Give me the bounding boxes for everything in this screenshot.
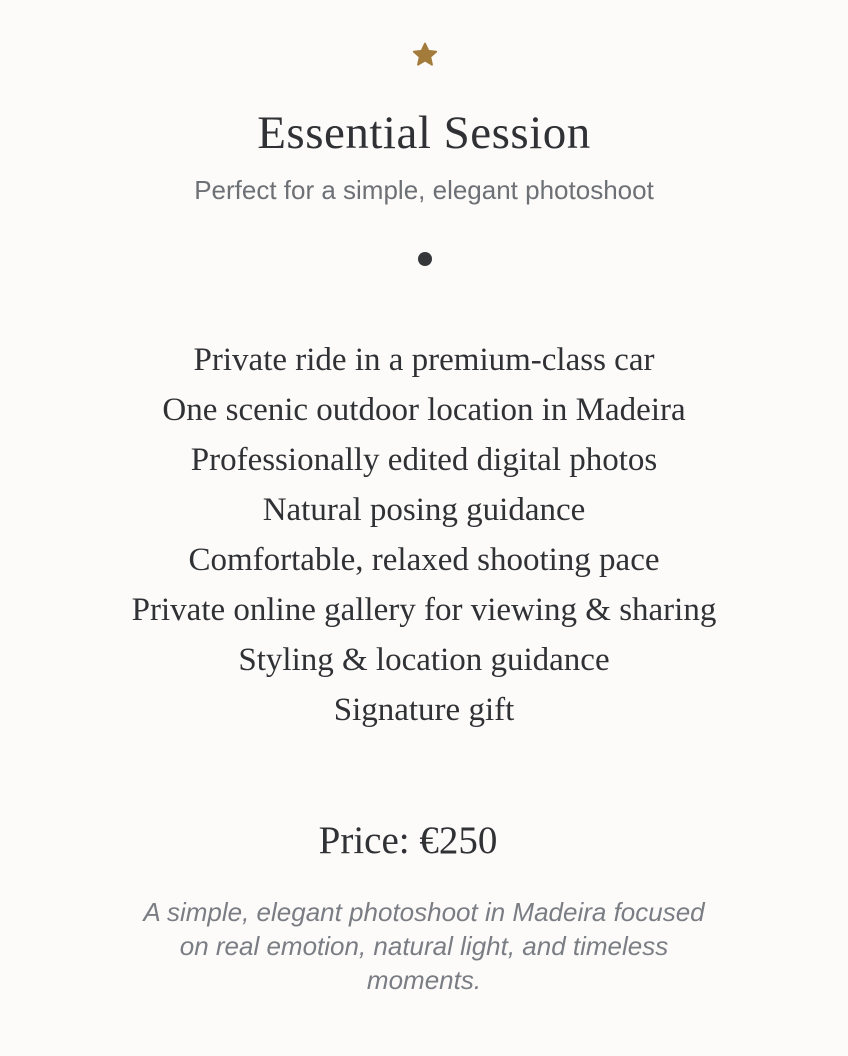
package-tagline: A simple, elegant photoshoot in Madeira focused on real emotion, natural light, and timeless moments. — [143, 897, 705, 995]
feature-item: Signature gift — [333, 692, 515, 728]
feature-item: Comfortable, relaxed shooting pace — [188, 542, 660, 578]
feature-item: One scenic outdoor location in Madeira — [162, 392, 686, 428]
feature-item: Professionally edited digital photos — [190, 442, 658, 478]
feature-item: Private online gallery for viewing & sharing — [131, 592, 717, 628]
feature-item: Private ride in a premium-class car — [193, 342, 655, 378]
feature-list — [0, 335, 848, 735]
package-subtitle: Perfect for a simple, elegant photoshoot — [194, 175, 654, 205]
feature-item: Styling & location guidance — [238, 642, 610, 678]
package-title: Essential Session — [257, 107, 591, 159]
dot-icon — [418, 252, 432, 266]
package-price: Price: €250 — [318, 819, 498, 862]
star-icon — [411, 41, 439, 69]
feature-item: Natural posing guidance — [262, 492, 586, 528]
